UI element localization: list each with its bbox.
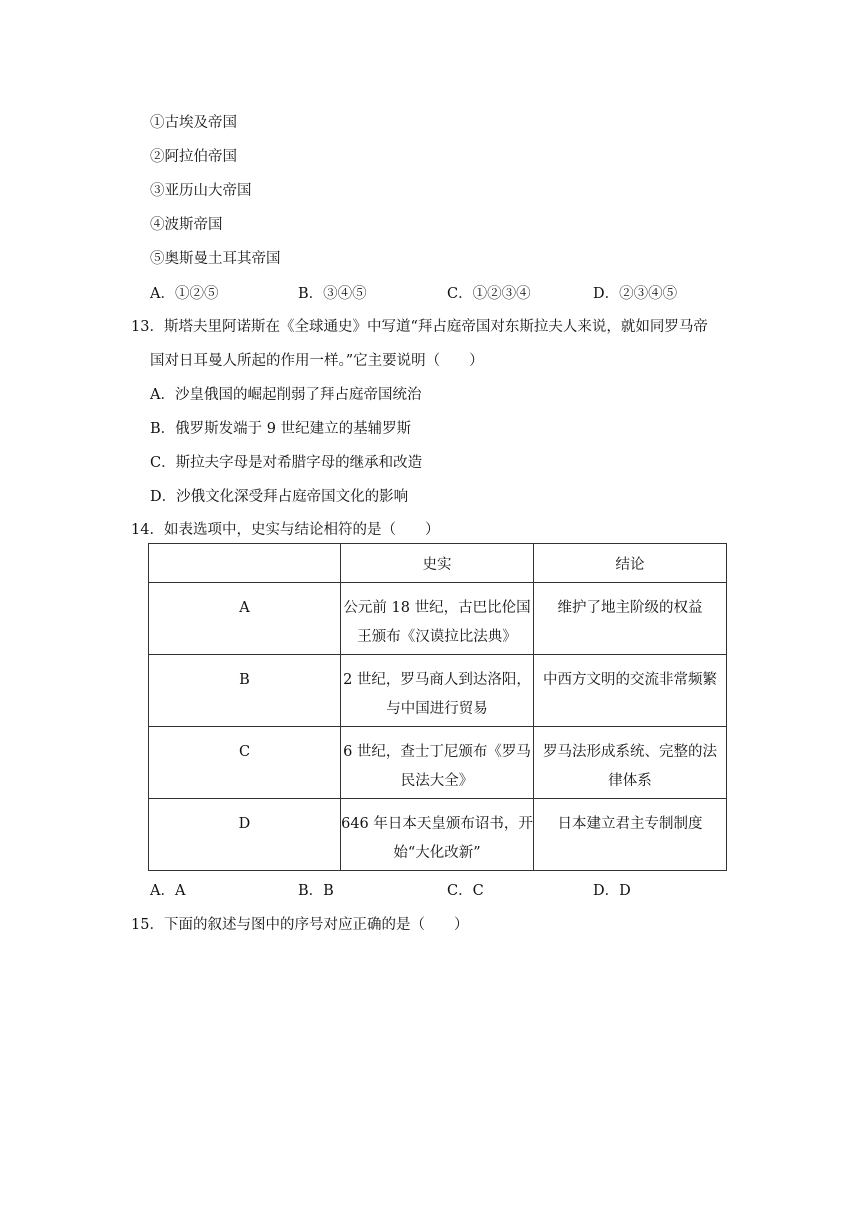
q14-option-b[interactable]: B．B	[298, 883, 334, 899]
row-label-cell	[149, 799, 341, 871]
q13-stem-line2: 国对日耳曼人所起的作用一样。”它主要说明（ ）	[150, 353, 484, 369]
q13-option-a[interactable]: A．沙皇俄国的崛起削弱了拜占庭帝国统治	[150, 387, 422, 403]
q12-option-b[interactable]: B．③④⑤	[298, 286, 367, 302]
table-header-fact: 史实	[341, 544, 534, 583]
table-header-conclusion: 结论	[534, 544, 727, 583]
table-header-row	[149, 544, 727, 583]
fact-line: 2 世纪，罗马商人到达洛阳，	[343, 672, 531, 688]
q12-item-2: ②阿拉伯帝国	[150, 149, 237, 165]
fact-line: 646 年日本天皇颁布诏书，开	[341, 816, 533, 832]
q12-option-a[interactable]: A．①②⑤	[150, 286, 219, 302]
conclusion-cell	[534, 655, 727, 727]
fact-cell	[341, 799, 534, 871]
q12-item-3: ③亚历山大帝国	[150, 183, 252, 199]
fact-line: 始“大化改新”	[393, 845, 481, 861]
q13-stem-line1: 13．斯塔夫里阿诺斯在《全球通史》中写道“拜占庭帝国对东斯拉夫人来说，就如同罗马帝	[131, 319, 708, 335]
table-row	[149, 727, 727, 799]
q12-item-5: ⑤奥斯曼土耳其帝国	[150, 251, 281, 267]
conclusion-line: 维护了地主阶级的权益	[557, 600, 703, 616]
conclusion-cell	[534, 583, 727, 655]
q12-option-d[interactable]: D．②③④⑤	[593, 286, 678, 302]
q13-option-c[interactable]: C．斯拉夫字母是对希腊字母的继承和改造	[150, 455, 423, 471]
q12-item-4: ④波斯帝国	[150, 217, 223, 233]
conclusion-line: 中西方文明的交流非常频繁	[543, 672, 717, 688]
fact-line: 王颁布《汉谟拉比法典》	[357, 629, 517, 645]
fact-cell	[341, 727, 534, 799]
row-label: B	[239, 672, 250, 688]
row-label: C	[238, 744, 251, 760]
row-label: A	[239, 600, 250, 616]
table-row	[149, 583, 727, 655]
q14-stem: 14．如表选项中，史实与结论相符的是（ ）	[131, 522, 440, 538]
q12-item-1: ①古埃及帝国	[150, 115, 237, 131]
q14-table	[148, 543, 727, 871]
conclusion-cell	[534, 799, 727, 871]
q15-stem: 15．下面的叙述与图中的序号对应正确的是（ ）	[131, 917, 469, 933]
table-row	[149, 655, 727, 727]
fact-cell	[341, 583, 534, 655]
fact-line: 民法大全》	[400, 773, 474, 789]
q12-option-c[interactable]: C．①②③④	[447, 286, 531, 302]
table-row	[149, 799, 727, 871]
q14-option-d[interactable]: D．D	[593, 883, 631, 899]
q14-option-a[interactable]: A．A	[150, 883, 186, 899]
fact-line: 6 世纪，查士丁尼颁布《罗马	[343, 744, 531, 760]
q13-option-d[interactable]: D．沙俄文化深受拜占庭帝国文化的影响	[150, 489, 409, 505]
conclusion-cell	[534, 727, 727, 799]
row-label: D	[238, 816, 251, 832]
q13-option-b[interactable]: B．俄罗斯发端于 9 世纪建立的基辅罗斯	[150, 421, 412, 437]
row-label-cell	[149, 727, 341, 799]
conclusion-line: 日本建立君主专制制度	[557, 816, 703, 832]
row-label-cell	[149, 583, 341, 655]
table-header-empty	[149, 544, 341, 583]
fact-line: 与中国进行贸易	[386, 701, 488, 717]
conclusion-line: 律体系	[608, 773, 652, 789]
row-label-cell	[149, 655, 341, 727]
q14-option-c[interactable]: C．C	[447, 883, 484, 899]
fact-cell	[341, 655, 534, 727]
fact-line: 公元前 18 世纪，古巴比伦国	[343, 600, 531, 616]
conclusion-line: 罗马法形成系统、完整的法	[543, 744, 717, 760]
